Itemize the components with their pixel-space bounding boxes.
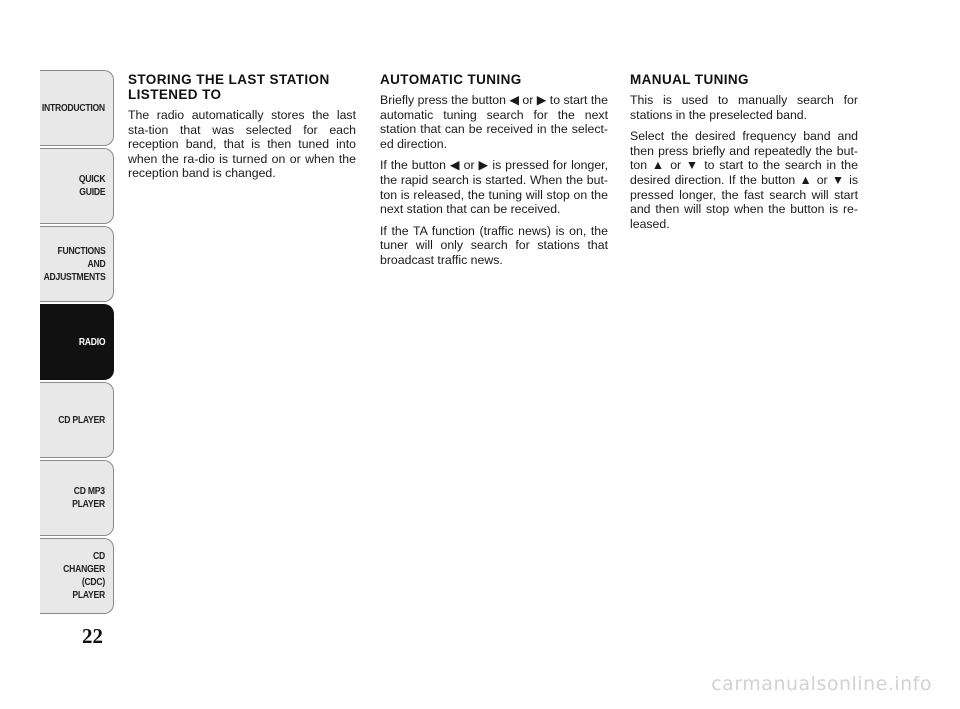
tab-quick-guide[interactable]	[40, 148, 114, 224]
tab-cd-mp3-label: CD MP3 PLAYER	[72, 485, 105, 510]
section-storing-last-station	[128, 72, 356, 188]
tab-cd-player-label: CD PLAYER	[58, 413, 105, 426]
automatic-paragraph-2: If the button ◀ or ▶ is pressed for longer, the rapid search is started. When the but-ton is released, the tuning will stop on the next station that can be received.	[380, 158, 608, 217]
tab-introduction-label: INTRODUCTION	[41, 101, 105, 114]
heading-storing-last-station: STORING THE LAST STATION LISTENED TO	[128, 72, 330, 102]
section-manual-tuning	[630, 72, 858, 238]
page-number: 22	[82, 624, 103, 648]
tab-introduction[interactable]	[40, 70, 114, 146]
automatic-paragraph-3: If the TA function (traffic news) is on, the tuner will only search for stations that broadcast traffic news.	[380, 223, 608, 267]
tab-cd-mp3-player[interactable]	[40, 460, 114, 536]
storing-paragraph: The radio automatically stores the last sta-tion that was selected for each reception band, that is then tuned into when the ra-dio is turned on or when the reception band is changed.	[128, 108, 356, 181]
tab-radio[interactable]	[40, 304, 114, 380]
manual-paragraph-2: Select the desired frequency band and then press briefly and repeatedly the but-ton ▲ or ▼ to start to the search in the desired direction. If the button ▲ or ▼ is pressed longer, the fast search will start and then will stop when the button is re-leased.	[630, 129, 858, 231]
manual-paragraph-1: This is used to manually search for stations in the preselected band.	[630, 93, 858, 122]
tab-radio-label: RADIO	[78, 335, 105, 348]
tab-functions-label: FUNCTIONS AND ADJUSTMENTS	[43, 244, 105, 283]
tab-cd-changer[interactable]	[40, 538, 114, 614]
tab-functions-and-adjustments[interactable]	[40, 226, 114, 302]
section-automatic-tuning	[380, 72, 608, 275]
tab-quick-guide-label: QUICK GUIDE	[78, 173, 105, 198]
tab-cd-changer-label: CD CHANGER (CDC) PLAYER	[63, 550, 105, 601]
heading-manual-tuning: MANUAL TUNING	[630, 72, 749, 87]
watermark-text: carmanualsonline.info	[711, 673, 932, 695]
tab-cd-player[interactable]	[40, 382, 114, 458]
heading-automatic-tuning: AUTOMATIC TUNING	[380, 72, 522, 87]
automatic-paragraph-1: Briefly press the button ◀ or ▶ to start the automatic tuning search for the next station that can be received in the select-ed direction.	[380, 93, 608, 151]
